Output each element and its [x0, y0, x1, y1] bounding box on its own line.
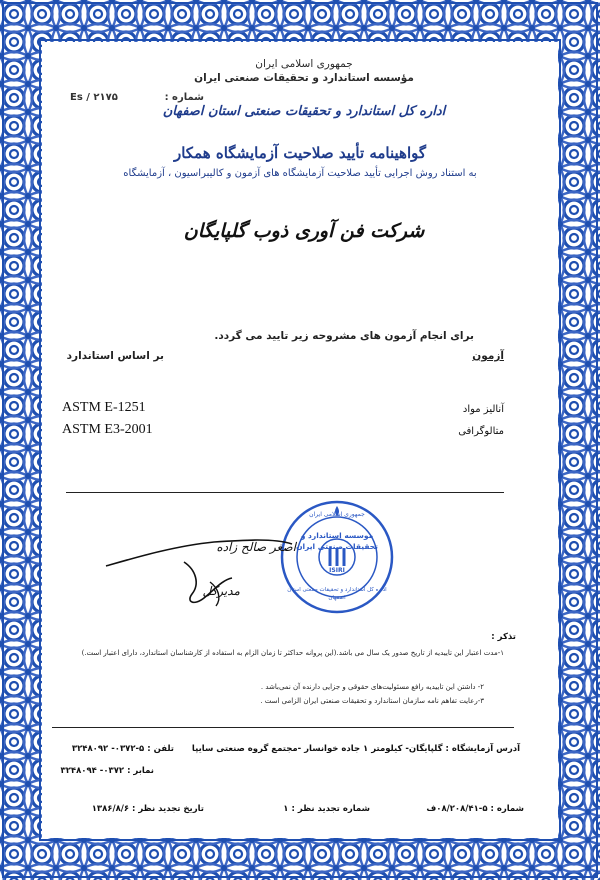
seal-mark: ISIRI	[329, 567, 345, 574]
revision-date: تاریخ تجدید نظر : ۱۳۸۶/۸/۶	[91, 804, 204, 814]
number-label: شماره :	[164, 92, 204, 103]
standard-row-1: ASTM E-1251	[62, 400, 146, 415]
certificate-title: گواهینامه تأیید صلاحیت آزمایشگاه همکار	[173, 144, 427, 162]
certificate-sheet	[44, 44, 556, 836]
signer-name: اصغر صالح زاده	[216, 540, 296, 554]
notes-title: تذکر :	[491, 632, 516, 642]
lab-phone: تلفن : ۵-۰۳۷۲- ۳۲۴۸۰۹۲	[71, 744, 174, 754]
revision-number: شماره تجدید نظر : ۱	[283, 804, 370, 814]
seal-ring-text: اداره کل استاندارد و تحقیقات صنعتی استان اصفهان	[287, 587, 387, 602]
certificate-subtitle: به استناد روش اجرایی تأیید صلاحیت آزمایشگاه های آزمون و کالیبراسیون ، آزمایشگاه	[123, 168, 477, 179]
column-test: آزمون	[472, 350, 504, 362]
institute-name: مؤسسه استاندارد و تحقیقات صنعتی ایران	[194, 72, 414, 84]
seal-text: موسسه استاندارد و تحقیقات صنعتی ایران	[296, 531, 378, 552]
notes-rule	[52, 727, 514, 728]
seal-top-text: جمهوری اسلامی ایران	[309, 511, 365, 518]
note-item-2: ۲- داشتن این تاییدیه رافع مسئولیت‌های حقوقی و جزایی دارنده آن نمی‌باشد .	[260, 683, 484, 691]
certificate-number: شماره : ۵-۰۸/۲۰۸/۴۱ف	[426, 804, 524, 814]
company-name: شرکت فن آوری ذوب گلپایگان	[183, 220, 425, 242]
lab-fax: نمابر : ۰۳۷۲- ۳۲۴۸۰۹۴	[60, 766, 154, 776]
lab-address: آدرس آزمایشگاه : گلپایگان- کیلومتر ۱ جاده خوانسار -مجتمع گروه صنعتی سایپا	[191, 744, 520, 754]
standard-row-2: ASTM E3-2001	[62, 422, 153, 437]
country-name: جمهوری اسلامی ایران	[255, 58, 353, 70]
column-standard: بر اساس استاندارد	[66, 350, 164, 362]
office-name: اداره کل استاندارد و تحقیقات صنعتی استان اصفهان	[162, 104, 446, 119]
number-value: Es / ۲۱۷۵	[70, 92, 118, 103]
note-item-1: ۱-مدت اعتبار این تاییدیه از تاریخ صدور یک سال می باشد.(این پروانه حداکثر تا زمان الزام به استفاده از کارشناسان استاندارد، دارای اعتبار است.)	[81, 649, 504, 657]
signer-role: مدیرکل	[202, 584, 240, 598]
test-row-2: متالوگرافی	[458, 426, 504, 437]
tests-intro: برای انجام آزمون های مشروحه زیر تایید می گردد.	[214, 330, 474, 342]
test-row-1: آنالیز مواد	[462, 404, 504, 415]
note-item-3: ۳-رعایت تفاهم نامه سازمان استاندارد و تحقیقات صنعتی ایران الزامی است .	[260, 697, 484, 705]
separator-rule	[66, 492, 504, 493]
